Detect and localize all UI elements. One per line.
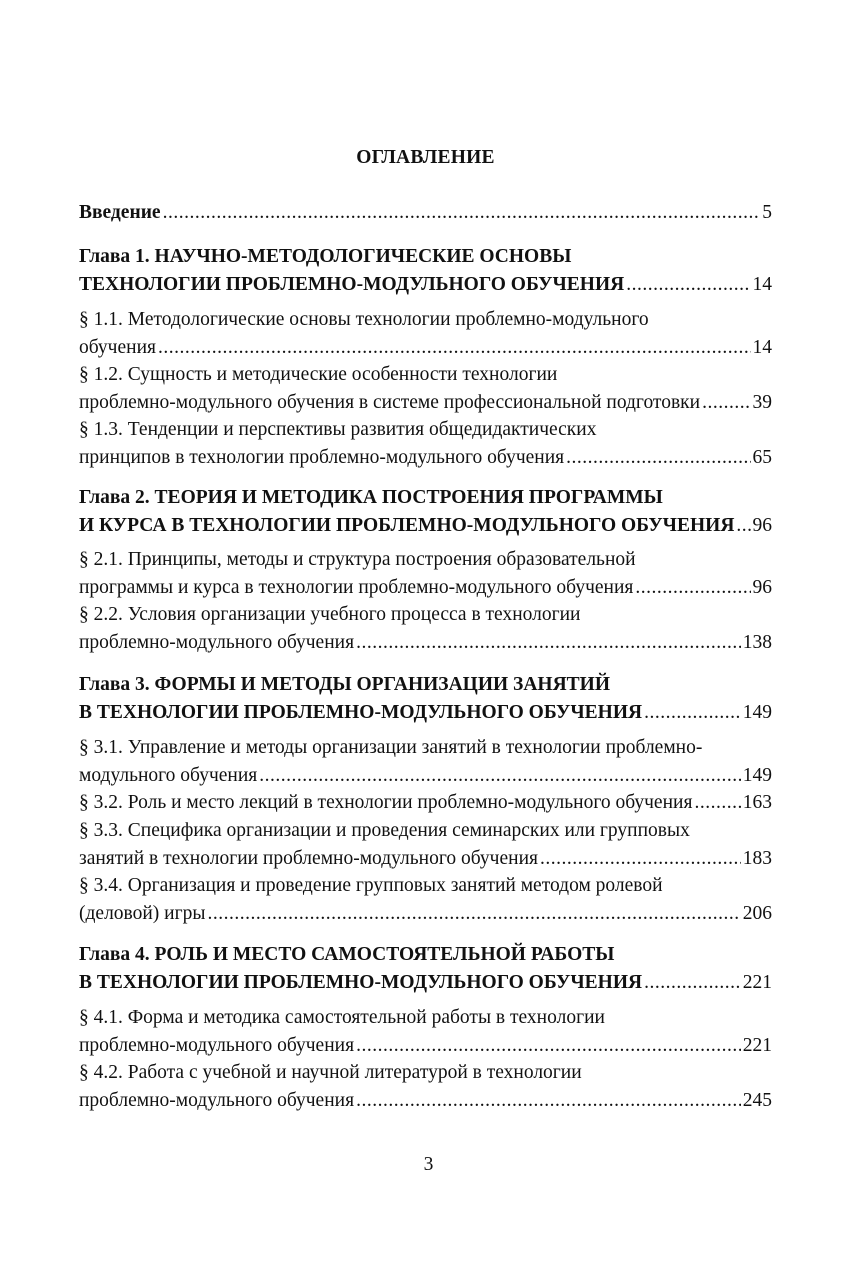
dot-leader [694,789,740,817]
toc-section-3-2[interactable] [79,789,772,817]
toc-section-3-1[interactable] [79,734,772,789]
section-title-line1: § 4.1. Форма и методика самостоятельной работы в технологии [79,1007,605,1028]
chapter-title-line2: И КУРСА В ТЕХНОЛОГИИ ПРОБЛЕМНО-МОДУЛЬНОГО ОБУЧЕНИЯ [79,514,735,536]
chapter-title-line2: В ТЕХНОЛОГИИ ПРОБЛЕМНО-МОДУЛЬНОГО ОБУЧЕНИЯ [79,701,643,723]
entry-page: 5 [762,202,772,223]
toc-section-1-3[interactable] [79,416,772,471]
dot-leader [702,389,750,417]
chapter-title-line2: ТЕХНОЛОГИИ ПРОБЛЕМНО-МОДУЛЬНОГО ОБУЧЕНИЯ [79,273,625,295]
entry-text: Введение [79,202,161,223]
toc-section-1-1[interactable] [79,306,772,361]
entry-page: 96 [752,514,772,536]
section-title-line1: § 1.1. Методологические основы технологии проблемно-модульного [79,309,649,330]
dot-leader [635,574,750,602]
toc-chapter-4[interactable] [79,941,772,996]
toc-section-4-2[interactable] [79,1059,772,1114]
chapter-title-line1: Глава 3. ФОРМЫ И МЕТОДЫ ОРГАНИЗАЦИИ ЗАНЯТИЙ [79,674,611,695]
section-title-line2: проблемно-модульного обучения [79,631,355,653]
entry-page: 65 [752,446,772,468]
toc-chapter-3[interactable] [79,671,772,726]
entry-page: 221 [742,971,772,993]
section-title-line2: занятий в технологии проблемно-модульного обучения [79,847,538,869]
entry-page: 14 [752,336,772,358]
section-title-line2: программы и курса в технологии проблемно-модульного обучения [79,576,634,598]
section-title-line1: § 2.2. Условия организации учебного процесса в технологии [79,604,581,625]
section-title-line2: обучения [79,336,156,358]
chapter-title-line2: В ТЕХНОЛОГИИ ПРОБЛЕМНО-МОДУЛЬНОГО ОБУЧЕНИЯ [79,971,643,993]
dot-leader [356,629,741,657]
section-title-line2: модульного обучения [79,764,258,786]
entry-page: 149 [742,764,772,786]
section-title-line2: проблемно-модульного обучения [79,1089,355,1111]
toc-chapter-2[interactable] [79,484,772,539]
toc-section-4-1[interactable] [79,1004,772,1059]
entry-page: 138 [742,631,772,653]
entry-page: 149 [742,701,772,723]
dot-leader [736,512,750,540]
section-title-line2: проблемно-модульного обучения [79,1034,355,1056]
entry-page: 183 [742,847,772,869]
dot-leader [644,969,741,997]
section-title: § 3.2. Роль и место лекций в технологии проблемно-модульного обучения [79,792,693,813]
toc-section-1-2[interactable] [79,361,772,416]
section-title-line1: § 1.2. Сущность и методические особенности технологии [79,364,558,385]
toc-section-2-2[interactable] [79,601,772,656]
dot-leader [163,199,761,227]
toc-entry-introduction[interactable] [79,199,772,227]
section-title-line1: § 4.2. Работа с учебной и научной литературой в технологии [79,1062,582,1083]
dot-leader [566,444,750,472]
entry-page: 96 [752,576,772,598]
section-title-line1: § 2.1. Принципы, методы и структура построения образовательной [79,549,636,570]
chapter-title-line1: Глава 1. НАУЧНО-МЕТОДОЛОГИЧЕСКИЕ ОСНОВЫ [79,246,572,267]
section-title-line2: (деловой) игры [79,902,206,924]
dot-leader [626,271,750,299]
entry-page: 39 [752,391,772,413]
entry-page: 245 [742,1089,772,1111]
dot-leader [259,762,740,790]
section-title-line2: принципов в технологии проблемно-модульного обучения [79,446,565,468]
toc-chapter-1[interactable] [79,243,772,298]
section-title-line1: § 1.3. Тенденции и перспективы развития общедидактических [79,419,597,440]
entry-page: 14 [752,273,772,295]
dot-leader [207,900,740,928]
entry-page: 206 [742,902,772,924]
section-title-line1: § 3.1. Управление и методы организации занятий в технологии проблемно- [79,737,703,758]
dot-leader [356,1087,741,1115]
section-title-line1: § 3.4. Организация и проведение групповых занятий методом ролевой [79,875,663,896]
section-title-line1: § 3.3. Специфика организации и проведения семинарских или групповых [79,820,690,841]
entry-page: 221 [742,1034,772,1056]
dot-leader [644,699,741,727]
chapter-title-line1: Глава 2. ТЕОРИЯ И МЕТОДИКА ПОСТРОЕНИЯ ПРОГРАММЫ [79,487,663,508]
page-number: 3 [423,1154,434,1175]
dot-leader [356,1032,741,1060]
toc-section-2-1[interactable] [79,546,772,601]
toc-section-3-4[interactable] [79,872,772,927]
toc-section-3-3[interactable] [79,817,772,872]
section-title-line2: проблемно-модульного обучения в системе профессиональной подготовки [79,391,701,413]
chapter-title-line1: Глава 4. РОЛЬ И МЕСТО САМОСТОЯТЕЛЬНОЙ РАБОТЫ [79,944,615,965]
dot-leader [158,334,751,362]
toc-title: ОГЛАВЛЕНИЕ [356,147,495,168]
entry-page: 163 [742,792,772,813]
dot-leader [540,845,741,873]
